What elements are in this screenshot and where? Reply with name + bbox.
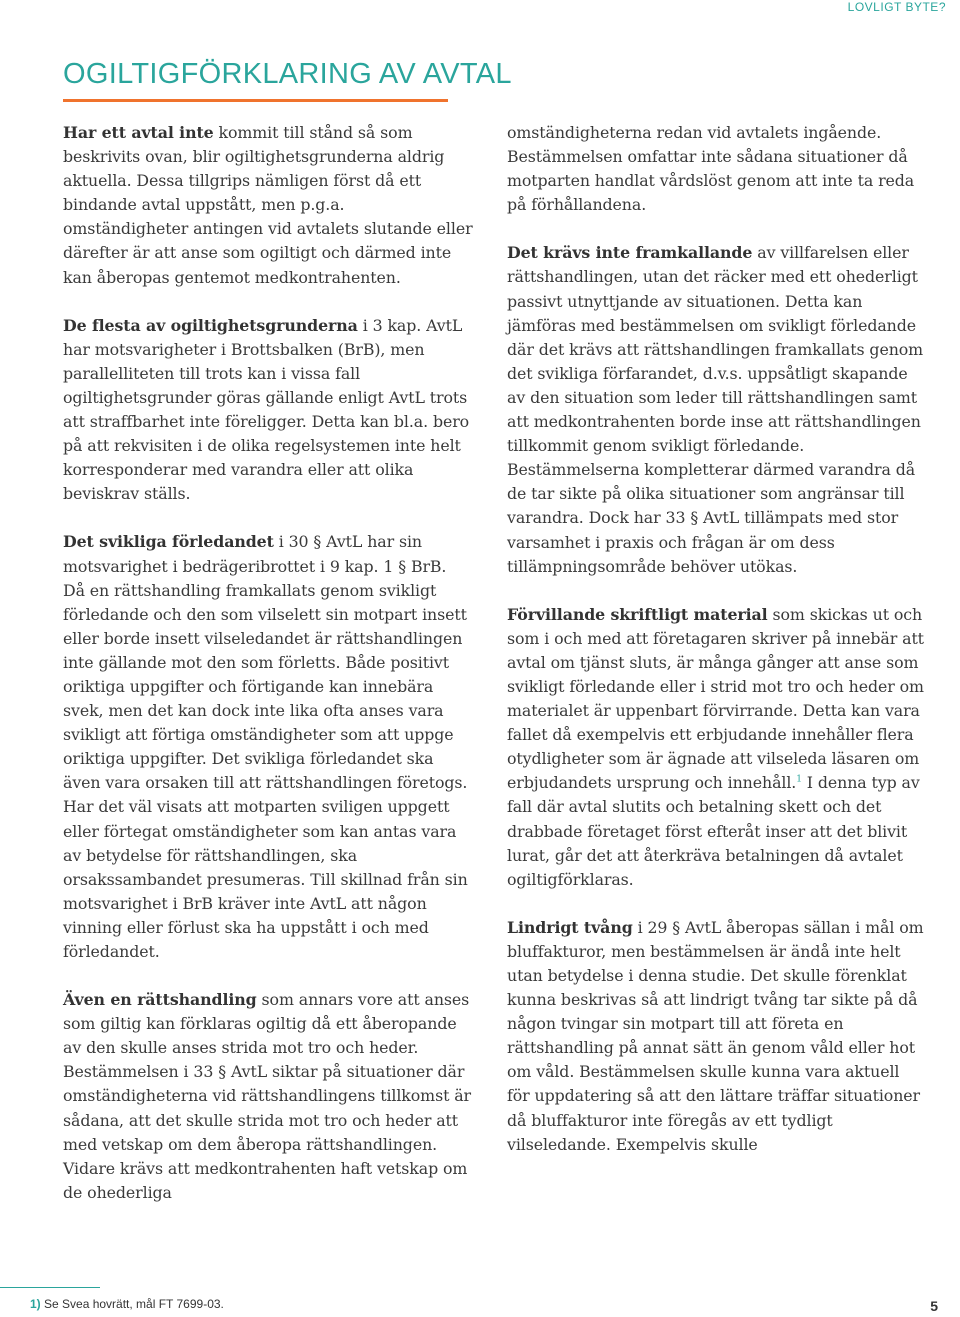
paragraph: [63, 121, 473, 290]
paragraph-text: I denna typ av fall där avtal slutits och betalning skett och det drabbade företaget först efteråt inser att det blivit lurat, går det att återkräva betalningen då avtalet ogiltigförklaras.: [507, 773, 920, 889]
paragraph: [63, 988, 473, 1205]
running-head: LOVLIGT BYTE?: [847, 0, 946, 14]
paragraph-text: omständigheterna redan vid avtalets ingående. Bestämmelsen omfattar inte sådana situationer då motparten handlat vårdslöst genom att inte ta reda på förhållandena.: [507, 123, 915, 215]
right-column: [507, 121, 925, 1181]
paragraph-text: i 29 § AvtL åberopas sällan i mål om bluffakturor, men bestämmelsen är ändå inte helt utan betydelse i denna studie. Det skulle förenklat kunna beskrivas så att lindrigt tvång tar sikte på då någon tvingar sin motpart till att företa en rättshandling på annat sätt än genom våld eller hot om våld. Bestämmelsen skulle kunna vara aktuell för uppdatering så att den lättare träffar situationer då bluffakturor inte föregås av ett tydligt vilseledande. Exempelvis skulle: [507, 917, 924, 1154]
paragraph-text: i 30 § AvtL har sin motsvarighet i bedrägeribrottet i 9 kap. 1 § BrB. Då en rättshandling framkallats genom svikligt förledande och den som vilselett sin motpart insett eller borde insett vilseledandet är rättshandlingen inte gällande mot den som förletts. Både positivt oriktiga uppgifter och förtigande kan innebära svek, men det kan dock inte lika ofta anses vara svikligt att förtiga omständigheter som att uppge oriktiga uppgifter. Det svikliga förledandet ska även vara orsaken till att rättshandlingen företogs. Har det väl visats att motparten sviligen uppgett eller förtegat omständigheter som kan antas vara av betydelse för rättshandlingen, ska orsakssambandet presumeras. Till skillnad från sin motsvarighet i BrB kräver inte AvtL att någon vinning eller förlust ska ha uppstått i och med förledandet.: [63, 532, 468, 961]
paragraph-text: som skickas ut och som i och med att företagaren skriver på innebär att avtal om tjänst sluts, är många gånger att anse som svikligt förledande eller i strid mot tro och heder om materialet är uppenbart förvirrande. Detta kan vara fallet då exempelvis ett erbjudande innehåller flera otydligheter som är ägnade att vilseleda läsaren om erbjudandets ursprung och innehåll.: [507, 604, 924, 793]
paragraph-text: kommit till stånd så som beskrivits ovan, blir ogiltighetsgrunderna aldrig aktuella. Dessa tillgrips nämligen först då ett bindande avtal uppstått, men p.g.a. omständigheter antingen vid avtalets slutande eller därefter är att anse som ogiltigt och därmed inte kan åberopas gentemot medkontrahenten.: [63, 123, 473, 287]
footer-rule: [0, 1287, 100, 1288]
paragraph-lead: Det krävs inte framkallande: [507, 243, 753, 263]
paragraph: [63, 530, 473, 964]
paragraph-lead: Har ett avtal inte: [63, 123, 214, 142]
page-title: OGILTIGFÖRKLARING AV AVTAL: [63, 58, 512, 90]
paragraph: [63, 314, 473, 507]
footnote-text: Se Svea hovrätt, mål FT 7699-03.: [40, 1297, 224, 1311]
paragraph-lead: Förvillande skriftligt material: [507, 604, 768, 624]
paragraph: [507, 603, 925, 892]
paragraph-lead: De flesta av ogiltighetsgrunderna: [63, 315, 358, 335]
paragraph: [507, 916, 925, 1157]
footnote-reference[interactable]: 1: [796, 775, 802, 786]
title-underline: [63, 99, 448, 102]
paragraph-lead: Även en rättshandling: [63, 990, 257, 1010]
paragraph-lead: Lindrigt tvång: [507, 917, 633, 937]
page-number: 5: [930, 1298, 938, 1314]
footnote: [30, 1297, 224, 1311]
paragraph-text: i 3 kap. AvtL har motsvarigheter i Brottsbalken (BrB), men parallelliteten till trots kan i vissa fall ogiltighetsgrunder göras gällande enligt AvtL trots att straffbarhet inte föreligger. Detta kan bl.a. bero på att rekvisiten i de olika regelsystemen inte helt korresponderar med varandra eller att olika beviskrav ställs.: [63, 315, 470, 504]
paragraph: [507, 241, 925, 578]
paragraph-lead: Det svikliga förledandet: [63, 532, 274, 552]
footnote-number: 1): [30, 1297, 41, 1311]
paragraph-text: av villfarelsen eller rättshandlingen, utan det räcker med ett ohederligt passivt utnyttjande av situationen. Detta kan jämföras med bestämmelsen om svikligt förledande där det krävs att rättshandlingen framkallats genom det svikliga förfarandet, d.v.s. uppsåtligt skapande av den situation som leder till rättshandlingen samt att medkontrahenten borde inse att rättshandlingen tillkommit genom svikligt förledande. Bestämmelserna kompletterar därmed varandra då de tar sikte på olika situationer som angränsar till varandra. Dock har 33 § AvtL tillämpats med stor varsamhet i praxis och frågan är om dess tillämpningsområde behöver utökas.: [507, 243, 924, 576]
paragraph: [507, 121, 925, 217]
left-column: [63, 121, 473, 1229]
paragraph-text: som annars vore att anses som giltig kan förklaras ogiltig då ett åberopande av den skulle anses strida mot tro och heder. Bestämmelsen i 33 § AvtL siktar på situationer där omständigheterna vid rättshandlingens tillkomst är sådana, att det skulle strida mot tro och heder att med vetskap om dem åberopa rättshandlingen. Vidare krävs att medkontrahenten haft vetskap om de ohederliga: [63, 990, 472, 1202]
